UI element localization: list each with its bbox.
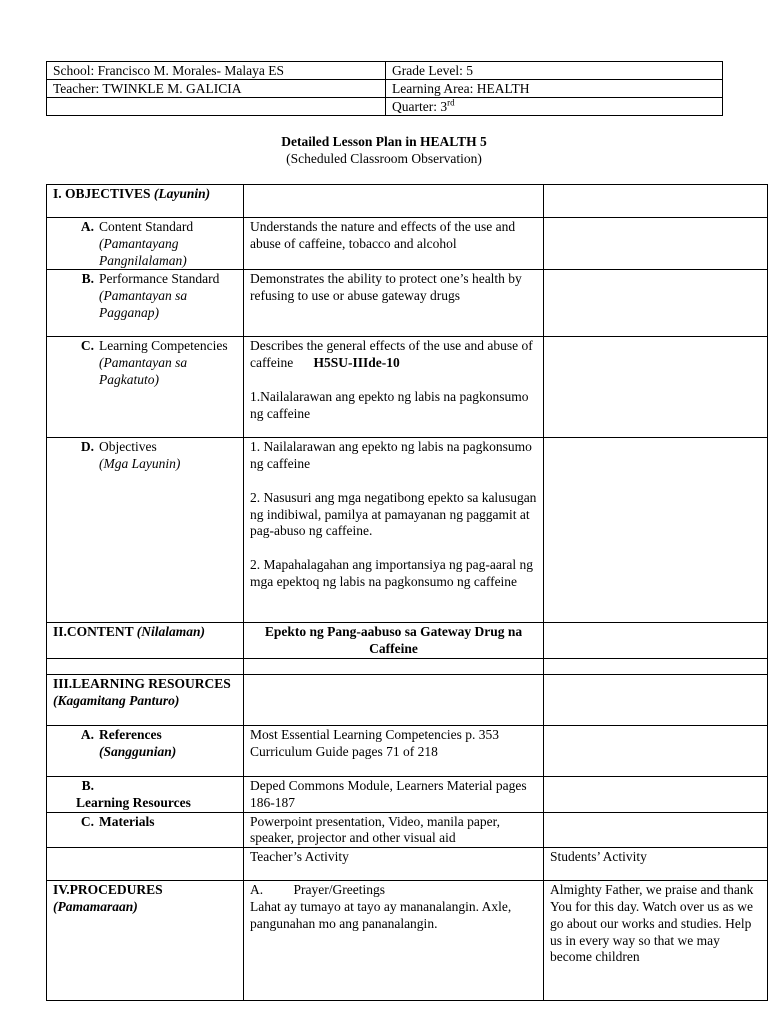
performance-standard-label: B. Performance Standard (Pamantayan sa Pagganap)	[47, 270, 244, 337]
materials-value: Powerpoint presentation, Video, manila paper, speaker, projector and other visual aid	[244, 812, 544, 848]
school-cell: School: Francisco M. Morales- Malaya ES	[47, 62, 386, 80]
spacer-row	[47, 658, 768, 674]
learning-competencies-value: Describes the general effects of the use and abuse of caffeine H5SU-IIIde-10 1.Nailalarawan ang epekto ng labis na pagkonsumo ng caffeine	[244, 337, 544, 438]
teacher-procedure-text: A. Prayer/Greetings Lahat ay tumayo at tayo ay mananalangin. Axle, pangunahan mo ang pananalangin.	[244, 881, 544, 1001]
content-row	[47, 623, 768, 659]
references-label: A. References (Sanggunian)	[47, 725, 244, 776]
references-value: Most Essential Learning Competencies p. 353 Curriculum Guide pages 71 of 218	[244, 725, 544, 776]
performance-standard-row	[47, 270, 768, 337]
lesson-plan-table	[46, 184, 768, 1001]
document-subtitle: (Scheduled Classroom Observation)	[286, 151, 482, 166]
procedures-heading: IV.PROCEDURES (Pamamaraan)	[47, 881, 244, 1001]
objectives-d-row	[47, 438, 768, 623]
objectives-row	[47, 185, 768, 218]
learning-area-cell: Learning Area: HEALTH	[386, 80, 723, 98]
competency-code: H5SU-IIIde-10	[313, 355, 400, 371]
procedures-row	[47, 881, 768, 1001]
materials-label: C. Materials	[47, 812, 244, 848]
learning-resources-heading: III.LEARNING RESOURCES (Kagamitang Panturo)	[47, 674, 244, 725]
objectives-d-label: D. Objectives (Mga Layunin)	[47, 438, 244, 623]
quarter-cell	[386, 98, 723, 116]
learning-competencies-row	[47, 337, 768, 438]
content-standard-value: Understands the nature and effects of the use and abuse of caffeine, tobacco and alcohol	[244, 218, 544, 270]
learning-resources-b-label: B.Learning Resources	[47, 776, 244, 812]
content-heading: II.CONTENT (Nilalaman)	[47, 623, 244, 659]
learning-resources-b-value: Deped Commons Module, Learners Material pages 186-187	[244, 776, 544, 812]
lesson-header-table	[46, 61, 723, 116]
objectives-d-value: 1. Nailalarawan ang epekto ng labis na pagkonsumo ng caffeine 2. Nasusuri ang mga negatibong epekto sa kalusugan ng indibiwal, pamilya at pamayanan ng paggamit at pag-abuso ng caffeine. 2. Mapahalagahan ang importansiya ng pag-aaral ng mga epektoq ng labis na pagkonsumo ng caffeine	[244, 438, 544, 623]
activity-header-row	[47, 848, 768, 881]
quarter-text: Quarter: 3	[392, 99, 448, 114]
quarter-suffix: rd	[447, 97, 455, 108]
students-activity-header: Students’ Activity	[544, 848, 768, 881]
empty-header-cell	[47, 98, 386, 116]
content-standard-row	[47, 218, 768, 270]
content-standard-label: A. Content Standard (Pamantayang Pangnilalaman)	[47, 218, 244, 270]
teacher-activity-header: Teacher’s Activity	[244, 848, 544, 881]
grade-level-cell: Grade Level: 5	[386, 62, 723, 80]
student-procedure-text: Almighty Father, we praise and thank You for this day. Watch over us as we go about our works and studies. Help us in every way so that we may become children	[544, 881, 768, 1001]
objectives-heading: I. OBJECTIVES (Layunin)	[47, 185, 244, 218]
learning-resources-row	[47, 674, 768, 725]
performance-standard-value: Demonstrates the ability to protect one’s health by refusing to use or abuse gateway drugs	[244, 270, 544, 337]
content-value: Epekto ng Pang-aabuso sa Gateway Drug na Caffeine	[244, 623, 544, 659]
teacher-cell: Teacher: TWINKLE M. GALICIA	[47, 80, 386, 98]
document-title: Detailed Lesson Plan in HEALTH 5	[281, 134, 487, 149]
learning-resources-b-row	[47, 776, 768, 812]
learning-competencies-label: C. Learning Competencies (Pamantayan sa Pagkatuto)	[47, 337, 244, 438]
references-row	[47, 725, 768, 776]
materials-row	[47, 812, 768, 848]
